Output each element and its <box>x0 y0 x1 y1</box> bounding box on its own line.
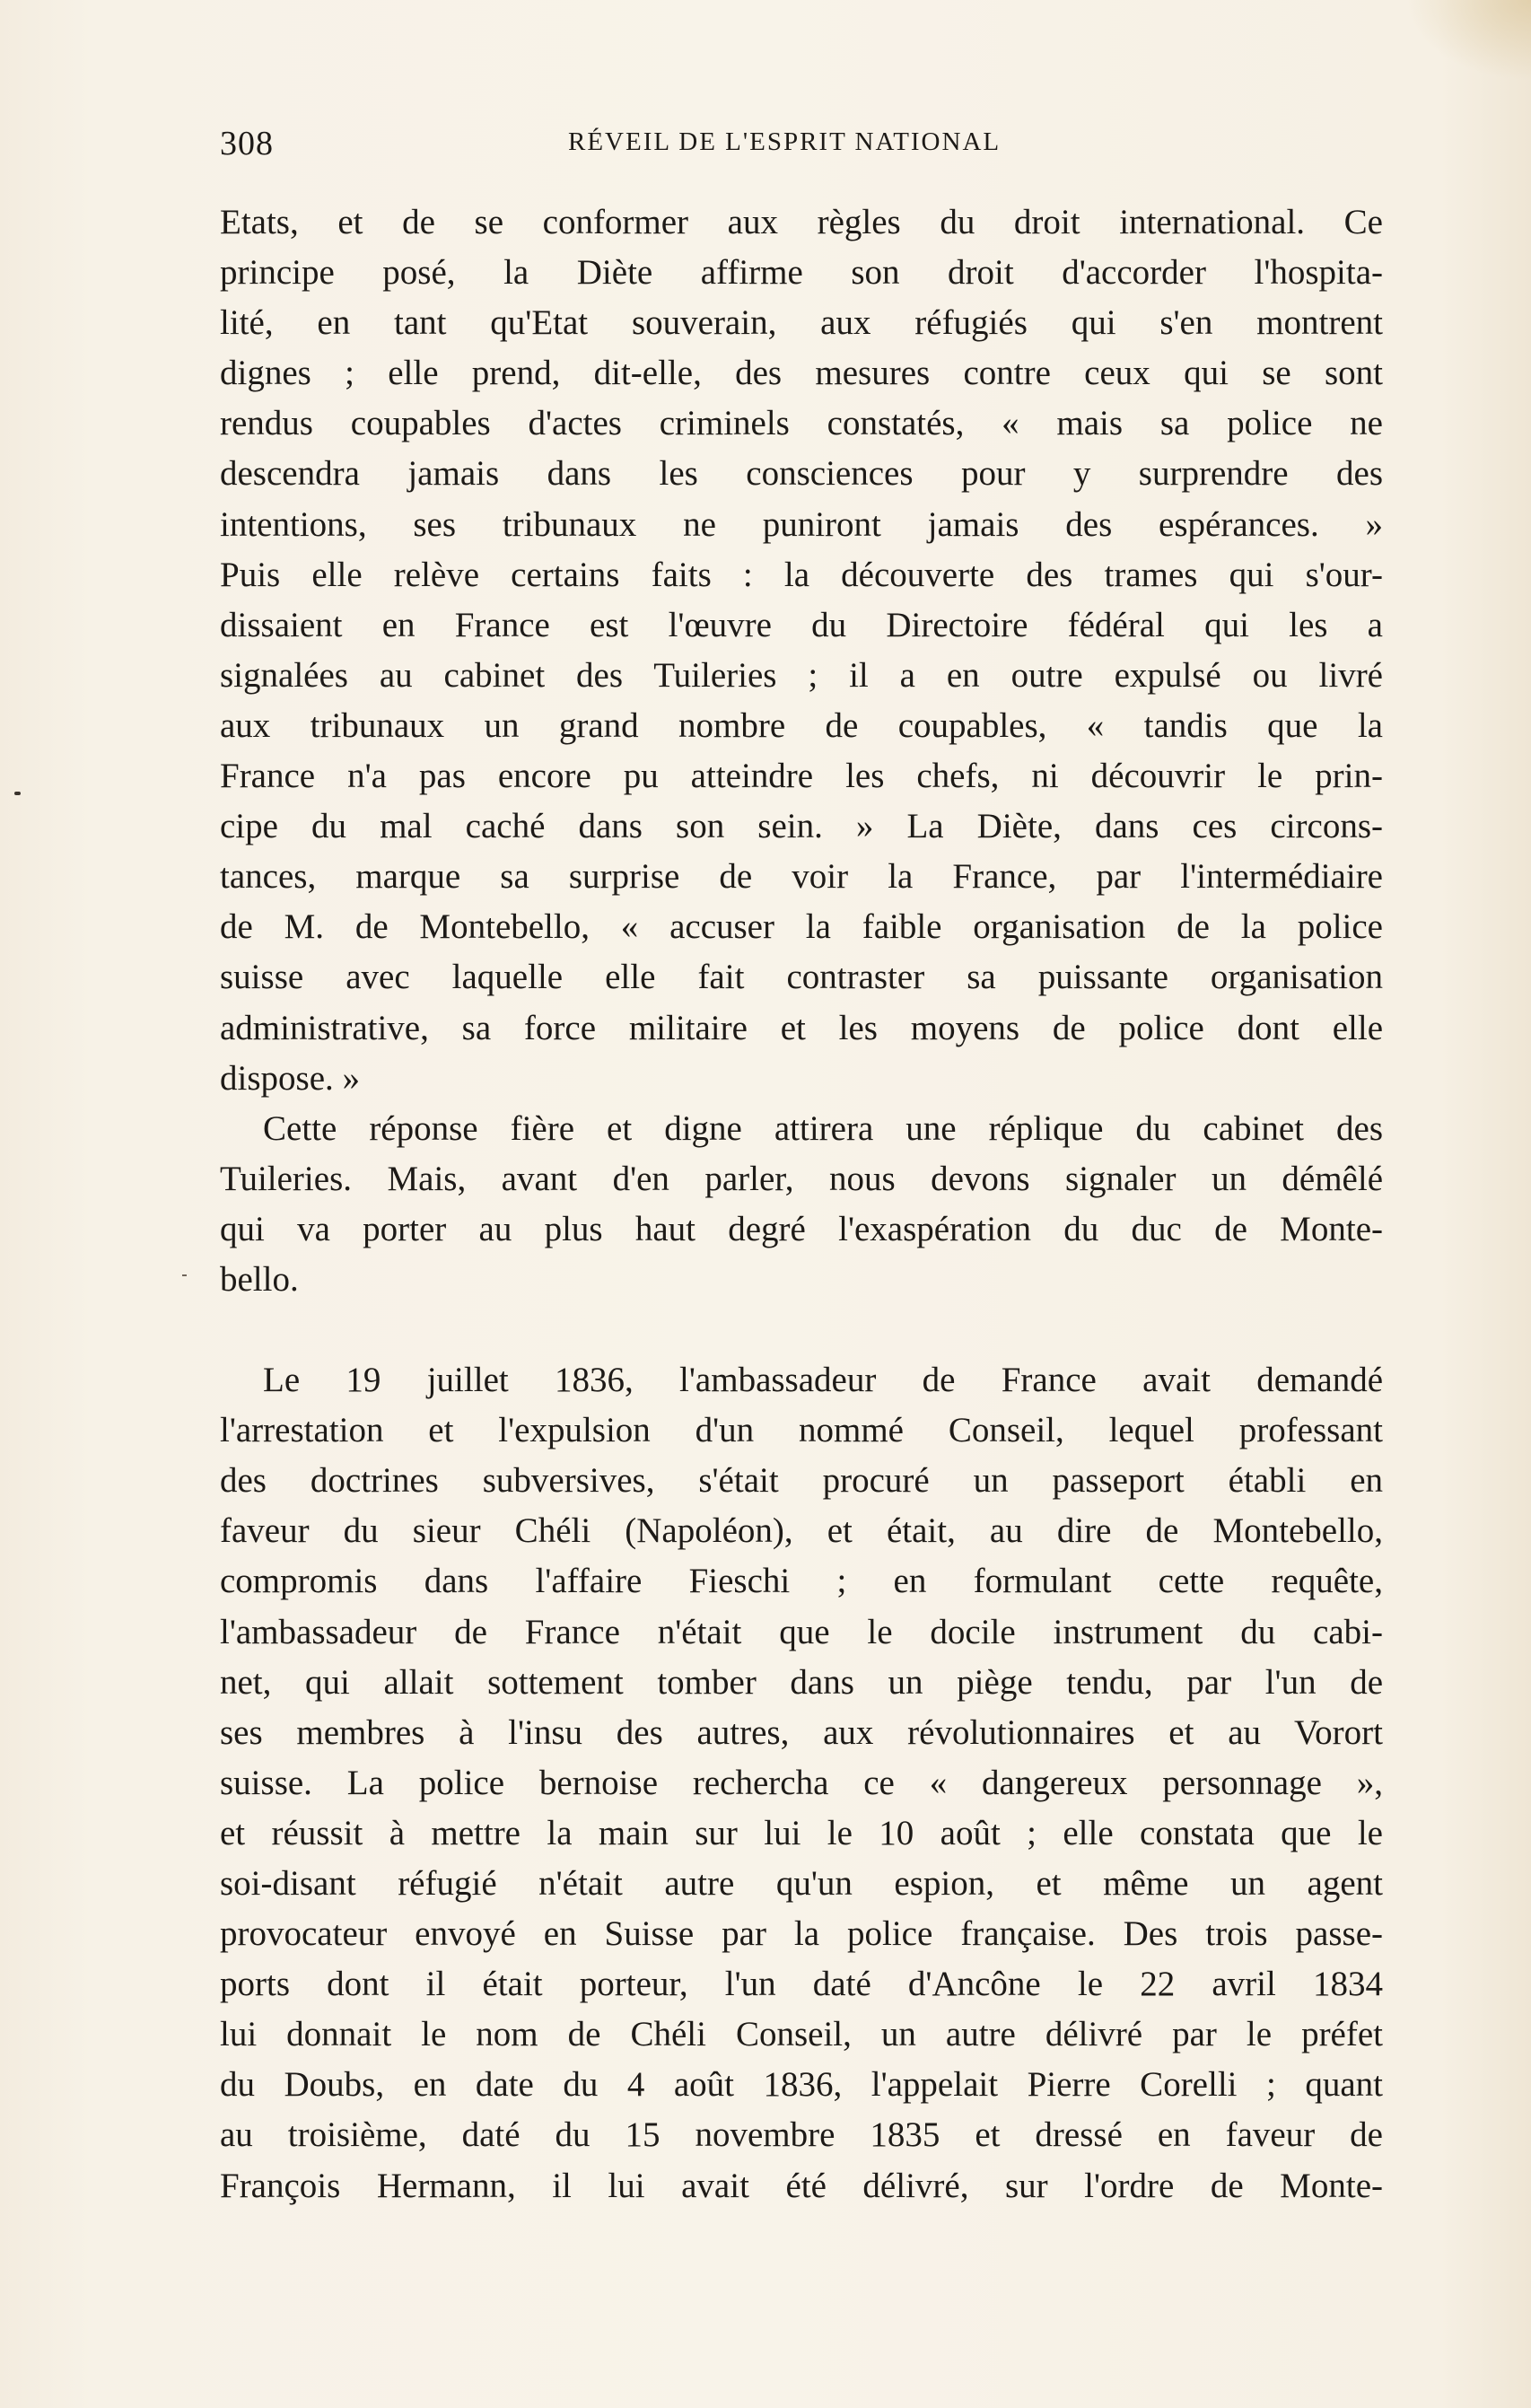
margin-mark <box>182 1274 187 1276</box>
text-line: administrative, sa force militaire et les moyens de police dont elle <box>220 1008 1383 1047</box>
text-line: France n'a pas encore pu atteindre les chefs, ni découvrir le prin- <box>220 757 1383 796</box>
paragraph <box>220 197 1383 1104</box>
text-line: cipe du mal caché dans son sein. » La Diète, dans ces circons- <box>220 807 1383 846</box>
text-line: tances, marque sa surprise de voir la France, par l'intermédiaire <box>220 857 1383 897</box>
margin-mark <box>14 792 21 795</box>
text-line: compromis dans l'affaire Fieschi ; en formulant cette requête, <box>220 1562 1383 1601</box>
text-line: l'arrestation et l'expulsion d'un nommé Conseil, lequel professant <box>220 1411 1383 1450</box>
text-line: principe posé, la Diète affirme son droit d'accorder l'hospita- <box>220 253 1383 293</box>
text-line: François Hermann, il lui avait été délivré, sur l'ordre de Monte- <box>220 2166 1383 2205</box>
text-line: lité, en tant qu'Etat souverain, aux réfugiés qui s'en montrent <box>220 303 1383 343</box>
text-line: bello. <box>220 1259 299 1299</box>
text-line: Le 19 juillet 1836, l'ambassadeur de France avait demandé <box>263 1361 1383 1400</box>
text-line: Etats, et de se conformer aux règles du droit international. Ce <box>220 203 1383 241</box>
text-line: rendus coupables d'actes criminels constatés, « mais sa police ne <box>220 404 1383 443</box>
text-line: soi-disant réfugié n'était autre qu'un espion, et même un agent <box>220 1864 1383 1903</box>
text-line: de M. de Montebello, « accuser la faible organisation de la police <box>220 907 1383 947</box>
body-text <box>220 197 1383 2211</box>
paper-stain <box>1405 0 1531 81</box>
text-line: dignes ; elle prend, dit-elle, des mesures contre ceux qui se sont <box>220 354 1383 393</box>
text-line: suisse avec laquelle elle fait contraster sa puissante organisation <box>220 958 1383 997</box>
text-line: qui va porter au plus haut degré l'exaspération du duc de Monte- <box>220 1209 1383 1248</box>
text-line: et réussit à mettre la main sur lui le 10 août ; elle constata que le <box>220 1813 1383 1852</box>
text-line: descendra jamais dans les consciences pour y surprendre des <box>220 454 1383 494</box>
text-line: net, qui allait sottement tomber dans un piège tendu, par l'un de <box>220 1662 1383 1702</box>
text-line: Puis elle relève certains faits : la découverte des trames qui s'our- <box>220 555 1383 594</box>
text-line: dispose. » <box>220 1058 360 1098</box>
text-line: Tuileries. Mais, avant d'en parler, nous devons signaler un démêlé <box>220 1159 1383 1198</box>
page-number: 308 <box>220 125 274 162</box>
text-line: Cette réponse fière et digne attirera une réplique du cabinet des <box>263 1108 1383 1148</box>
text-line: aux tribunaux un grand nombre de coupables, « tandis que la <box>220 705 1383 745</box>
text-line: intentions, ses tribunaux ne puniront jamais des espérances. » <box>220 504 1383 544</box>
text-line: au troisième, daté du 15 novembre 1835 et dressé en faveur de <box>220 2115 1383 2155</box>
text-line: signalées au cabinet des Tuileries ; il a en outre expulsé ou livré <box>220 655 1383 695</box>
text-line: provocateur envoyé en Suisse par la police française. Des trois passe- <box>220 1914 1383 1954</box>
paragraph <box>220 1104 1383 1305</box>
text-line: ses membres à l'insu des autres, aux révolutionnaires et au Vorort <box>220 1712 1383 1752</box>
text-line: du Doubs, en date du 4 août 1836, l'appelait Pierre Corelli ; quant <box>220 2065 1383 2105</box>
text-line: ports dont il était porteur, l'un daté d'Ancône le 22 avril 1834 <box>220 1965 1383 2004</box>
text-line: suisse. La police bernoise rechercha ce « dangereux personnage », <box>220 1763 1383 1802</box>
text-line: dissaient en France est l'œuvre du Directoire fédéral qui les a <box>220 605 1383 644</box>
text-line: des doctrines subversives, s'était procuré un passeport établi en <box>220 1461 1383 1501</box>
running-title: RÉVEIL DE L'ESPRIT NATIONAL <box>568 127 1002 156</box>
paragraph <box>220 1355 1383 2211</box>
text-line: faveur du sieur Chéli (Napoléon), et était, au dire de Montebello, <box>220 1511 1383 1551</box>
text-line: lui donnait le nom de Chéli Conseil, un autre délivré par le préfet <box>220 2015 1383 2054</box>
paragraph-gap <box>220 1305 1383 1355</box>
text-line: l'ambassadeur de France n'était que le docile instrument du cabi- <box>220 1612 1383 1651</box>
page-header <box>220 124 1387 169</box>
